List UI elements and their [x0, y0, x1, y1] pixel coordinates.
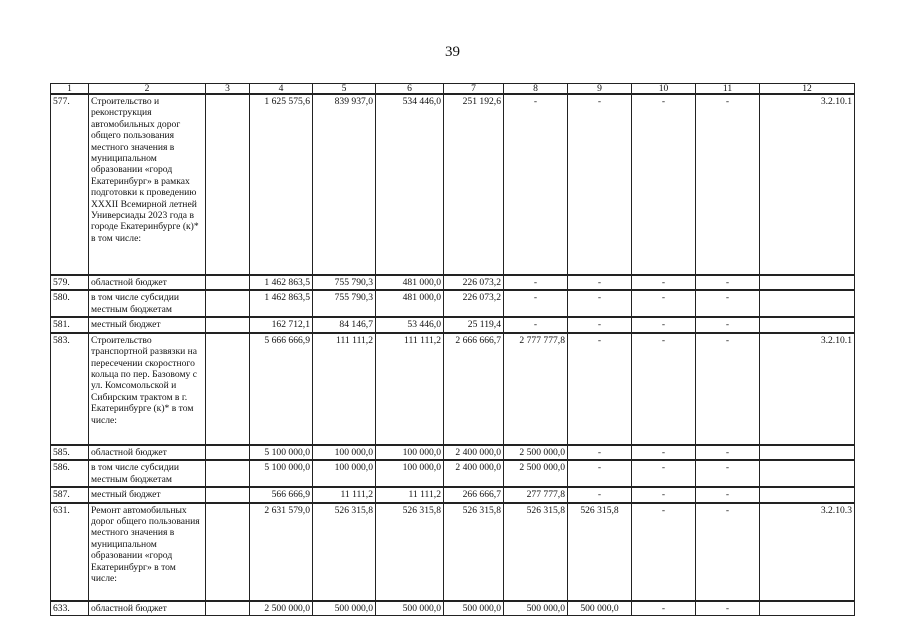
- column-header-4: 4: [250, 84, 313, 95]
- table-cell: 534 446,0: [376, 94, 444, 275]
- table-cell: 500 000,0: [376, 601, 444, 616]
- table-cell: 526 315,8: [444, 503, 504, 601]
- table-cell: [760, 487, 855, 502]
- table-cell: [206, 94, 250, 275]
- table-cell: 481 000,0: [376, 290, 444, 317]
- table-cell: 755 790,3: [313, 290, 376, 317]
- table-cell: 100 000,0: [313, 445, 376, 460]
- table-cell: 11 111,2: [313, 487, 376, 502]
- column-header-1: 1: [51, 84, 89, 95]
- table-cell: 1 462 863,5: [250, 290, 313, 317]
- table-cell: [760, 460, 855, 487]
- table-cell: 587.: [51, 487, 89, 502]
- table-cell: -: [696, 290, 760, 317]
- table-cell: 53 446,0: [376, 317, 444, 332]
- table-cell: -: [504, 290, 568, 317]
- column-header-6: 6: [376, 84, 444, 95]
- table-cell: Ремонт автомобильных дорог общего пользования местного значения в муниципальном образовании «город Екатеринбург» в том числе:: [89, 503, 206, 601]
- table-cell: -: [568, 290, 632, 317]
- table-cell: 5 100 000,0: [250, 460, 313, 487]
- table-cell: [206, 487, 250, 502]
- table-cell: 526 315,8: [504, 503, 568, 601]
- table-cell: 111 111,2: [376, 333, 444, 445]
- column-header-2: 2: [89, 84, 206, 95]
- table-cell: 277 777,8: [504, 487, 568, 502]
- table-cell: [760, 445, 855, 460]
- table-header: [51, 84, 855, 95]
- table-cell: [206, 460, 250, 487]
- table-cell: 2 400 000,0: [444, 445, 504, 460]
- table-cell: [206, 290, 250, 317]
- table-cell: 585.: [51, 445, 89, 460]
- table-cell: областной бюджет: [89, 275, 206, 290]
- table-cell: 100 000,0: [313, 460, 376, 487]
- table-cell: -: [568, 460, 632, 487]
- table-cell: -: [632, 601, 696, 616]
- column-header-10: 10: [632, 84, 696, 95]
- column-header-9: 9: [568, 84, 632, 95]
- table-cell: 2 500 000,0: [504, 445, 568, 460]
- table-row: [51, 601, 855, 616]
- table-cell: 586.: [51, 460, 89, 487]
- table-cell: -: [632, 503, 696, 601]
- table-cell: -: [696, 94, 760, 275]
- column-header-12: 12: [760, 84, 855, 95]
- table-cell: 581.: [51, 317, 89, 332]
- table-cell: 577.: [51, 94, 89, 275]
- table-cell: 1 462 863,5: [250, 275, 313, 290]
- table-cell: 526 315,8: [376, 503, 444, 601]
- table-cell: [760, 275, 855, 290]
- table-cell: 839 937,0: [313, 94, 376, 275]
- column-header-8: 8: [504, 84, 568, 95]
- table-cell: 3.2.10.3: [760, 503, 855, 601]
- table-cell: Строительство транспортной развязки на пересечении скоростного кольца по пер. Базовому с ул. Комсомольской и Сибирским трактом в г. Екатеринбурге (к)* в том числе:: [89, 333, 206, 445]
- column-header-3: 3: [206, 84, 250, 95]
- table-body: [51, 94, 855, 616]
- table-cell: 566 666,9: [250, 487, 313, 502]
- table-row: [51, 460, 855, 487]
- table-cell: 84 146,7: [313, 317, 376, 332]
- table-cell: 111 111,2: [313, 333, 376, 445]
- table-cell: 631.: [51, 503, 89, 601]
- table-cell: [206, 317, 250, 332]
- table-cell: 500 000,0: [504, 601, 568, 616]
- table-cell: [206, 333, 250, 445]
- table-cell: 3.2.10.1: [760, 94, 855, 275]
- table-cell: 481 000,0: [376, 275, 444, 290]
- column-header-7: 7: [444, 84, 504, 95]
- table-cell: -: [632, 290, 696, 317]
- table-cell: -: [696, 503, 760, 601]
- table-row: [51, 333, 855, 445]
- table-row: [51, 445, 855, 460]
- table-cell: [760, 601, 855, 616]
- table-cell: -: [568, 333, 632, 445]
- column-header-11: 11: [696, 84, 760, 95]
- table-cell: 100 000,0: [376, 445, 444, 460]
- table-cell: -: [696, 487, 760, 502]
- table-cell: [760, 317, 855, 332]
- table-cell: [206, 503, 250, 601]
- table-cell: [760, 290, 855, 317]
- table-cell: -: [632, 460, 696, 487]
- table-cell: 2 400 000,0: [444, 460, 504, 487]
- table-cell: -: [632, 333, 696, 445]
- table-cell: -: [504, 317, 568, 332]
- table-cell: -: [632, 275, 696, 290]
- table-cell: -: [504, 94, 568, 275]
- table-cell: -: [632, 445, 696, 460]
- table-cell: 526 315,8: [568, 503, 632, 601]
- table-cell: 226 073,2: [444, 275, 504, 290]
- table-cell: -: [632, 487, 696, 502]
- table-row: [51, 487, 855, 502]
- table-cell: областной бюджет: [89, 445, 206, 460]
- table-cell: -: [696, 317, 760, 332]
- table-cell: 2 666 666,7: [444, 333, 504, 445]
- budget-table: [50, 83, 855, 616]
- table-cell: -: [568, 94, 632, 275]
- table-cell: 2 500 000,0: [250, 601, 313, 616]
- table-cell: в том числе субсидии местным бюджетам: [89, 290, 206, 317]
- table-cell: -: [696, 275, 760, 290]
- table-cell: -: [696, 445, 760, 460]
- table-cell: 2 500 000,0: [504, 460, 568, 487]
- table-cell: -: [696, 601, 760, 616]
- table-cell: 2 631 579,0: [250, 503, 313, 601]
- table-cell: 100 000,0: [376, 460, 444, 487]
- table-cell: -: [568, 487, 632, 502]
- table-cell: 583.: [51, 333, 89, 445]
- table-cell: -: [568, 317, 632, 332]
- table-cell: 2 777 777,8: [504, 333, 568, 445]
- table-cell: Строительство и реконструкция автомобильных дорог общего пользования местного значения в муниципальном образовании «город Екатеринбург» в рамках подготовки к проведению XXXII Всемирной летней Универсиады 2023 года в городе Екатеринбурге (к)* в том числе:: [89, 94, 206, 275]
- table-cell: -: [696, 460, 760, 487]
- table-cell: -: [696, 333, 760, 445]
- table-cell: -: [504, 275, 568, 290]
- page-number: 39: [445, 44, 460, 60]
- table-cell: областной бюджет: [89, 601, 206, 616]
- table-cell: 3.2.10.1: [760, 333, 855, 445]
- table-cell: 633.: [51, 601, 89, 616]
- table-cell: 500 000,0: [568, 601, 632, 616]
- table-cell: [206, 601, 250, 616]
- table-cell: 500 000,0: [444, 601, 504, 616]
- column-header-5: 5: [313, 84, 376, 95]
- table-cell: -: [632, 317, 696, 332]
- table-cell: 226 073,2: [444, 290, 504, 317]
- table-cell: 580.: [51, 290, 89, 317]
- table-cell: 5 666 666,9: [250, 333, 313, 445]
- table-cell: 11 111,2: [376, 487, 444, 502]
- table-cell: -: [568, 445, 632, 460]
- table-cell: 5 100 000,0: [250, 445, 313, 460]
- table-cell: 251 192,6: [444, 94, 504, 275]
- table-row: [51, 317, 855, 332]
- table-cell: 266 666,7: [444, 487, 504, 502]
- table-cell: [206, 445, 250, 460]
- table-row: [51, 275, 855, 290]
- table-row: [51, 503, 855, 601]
- table-cell: 500 000,0: [313, 601, 376, 616]
- table-cell: 526 315,8: [313, 503, 376, 601]
- table-row: [51, 94, 855, 275]
- table-cell: местный бюджет: [89, 317, 206, 332]
- table-cell: 755 790,3: [313, 275, 376, 290]
- table-cell: -: [632, 94, 696, 275]
- table-row: [51, 290, 855, 317]
- table-cell: 579.: [51, 275, 89, 290]
- table-cell: 162 712,1: [250, 317, 313, 332]
- table-cell: [206, 275, 250, 290]
- table-cell: 25 119,4: [444, 317, 504, 332]
- table-cell: 1 625 575,6: [250, 94, 313, 275]
- table-cell: местный бюджет: [89, 487, 206, 502]
- table-cell: -: [568, 275, 632, 290]
- table-cell: в том числе субсидии местным бюджетам: [89, 460, 206, 487]
